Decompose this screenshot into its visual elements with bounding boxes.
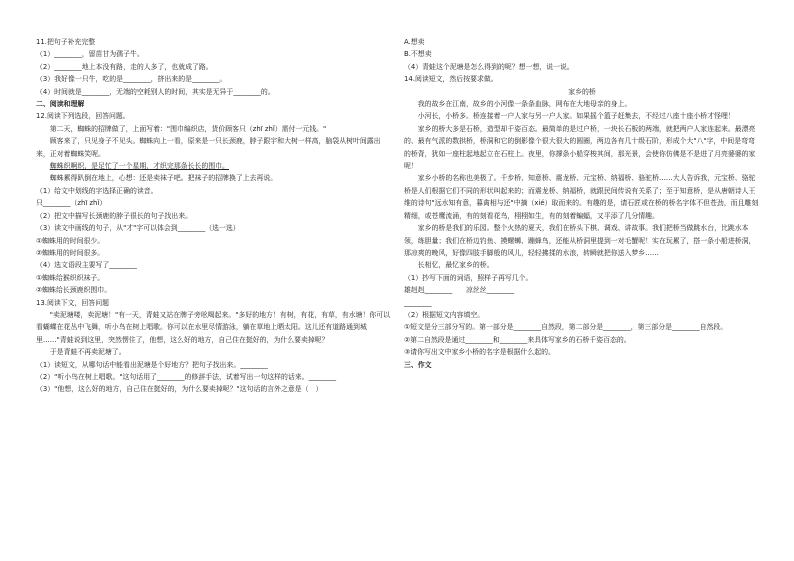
right-line: （1）抄写下面的词语，照样子再写几个。 — [404, 273, 533, 282]
left-line: 顾客来了，只见身子不见头。蜘蛛向上一看，原来是一只长颈鹿，脖子跟宇和大树一样高，脑袋从树叶间露出来，正对着蜘蛛笑呢。 — [36, 137, 381, 158]
left-line: （4）时间就是________，无端的空耗别人的时间，其实是无异于________的。 — [36, 87, 275, 96]
left-line: 13.阅读下文，回答问题 — [36, 298, 109, 307]
right-line: 长相忆，最忆家乡的桥。 — [417, 261, 494, 270]
left-line: （2）________地上本没有路，走的人多了，也就成了路。 — [36, 62, 213, 71]
right-line: （2）根据短文内容填空。 — [404, 310, 485, 319]
left-line: ①蜘蛛用的时间很少。 — [36, 236, 105, 245]
right-line: A.想卖 — [404, 38, 425, 46]
left-line: （3）读文中画线的句子，从"才"字可以体会到________（选一选） — [36, 224, 240, 233]
left-line: （2）把文中描写长颈鹿的脖子很长的句子找出来。 — [36, 211, 192, 220]
left-line: 蜘蛛累得趴倒在地上，心想：还是卖袜子吧。把袜子的招牌换了上去再说。 — [49, 174, 278, 183]
left-line: 蜘蛛织啊织，是足忙了一个星期，才织完那条长长的围巾。 — [49, 162, 229, 171]
right-line: ________ — [404, 298, 432, 307]
right-line: 小河长，小桥多。桥连接着一户人家与另一户人家。如果摇个篮子赶集去，不经过八座十座小桥才怪哩！ — [417, 112, 735, 121]
right-line: 14.阅读短文，然后按要求做。 — [404, 75, 498, 84]
left-line: 二、阅读和理解 — [36, 100, 85, 109]
left-line: 于是青蛙不再卖泥塘了。 — [49, 348, 126, 357]
right-line: ①短文是分三部分写的。第一部分是________自然段，第二部分是________，第三部分是________自然段。 — [404, 323, 728, 332]
left-line: 11.把句子补充完整 — [36, 38, 96, 46]
left-line: "卖泥塘喽，卖泥塘！"有一天，青蛙又站在牌子旁吆喝起来。"多好的地方！有树，有花，有草，有水塘！你可以看蝴蝶在花丛中飞舞，听小鸟在树上唱歌。你可以在水里尽情游泳，躺在草地上晒太阳。这儿还有道路通到城里……"青蛙说到这里，突然愣住了，他想，这么好的地方，自己住在挺好的，为什么要卖掉呢？ — [36, 310, 391, 344]
right-line: 雄赳赳________ 凉丝丝________ — [404, 286, 515, 295]
right-line: ②第二自然段是通过________和________来具体写家乡的石桥千姿百态的。 — [404, 335, 631, 344]
right-line: 家乡的桥是我们的乐园。整个火热的夏天，我们在桥头下棋、调戏、讲故事。我们把桥当做跳水台，比跳水本领，练胆量；我们在桥边钓鱼、摸螺蛳、蹦蜂鸟，还能从桥洞里提到一对毛蟹呢！实在玩累了，搭一条小船进桥洞，那凉爽的晚风，好像四肢手脚般的风儿，轻轻拂揉的水浪，转瞬就把你送入梦乡…… — [404, 224, 756, 257]
left-line: （4）选文语段主要写了________ — [36, 261, 137, 270]
left-line: （1）________，留苗甘为孺子牛。 — [36, 50, 144, 59]
left-line: （3）我好像一只牛，吃的是________，挤出来的是________。 — [36, 75, 227, 84]
left-line: 12.阅读下列选段，回答问题。 — [36, 112, 130, 121]
left-line: ②蜘蛛用的时间很多。 — [36, 248, 105, 257]
right-line: 我的故乡在江南，故乡的小河像一条条血脉，网布在大地母亲的身上。 — [417, 100, 632, 109]
left-line: 第二天，蜘蛛的招牌做了，上面写着："围巾编织店，货价顾客只（zhī zhǐ）需付一元钱。" — [49, 124, 327, 133]
left-line: ①蜘蛛给猴织织袜子。 — [36, 273, 105, 282]
right-column — [404, 36, 760, 371]
left-column — [36, 36, 394, 396]
right-line: 家乡小桥的名称也美极了。千步桥、知意桥、震龙桥、元宝桥、纳福桥、骆驼桥……大人告诉我，元宝桥、骆驼桥是人们根据它们不同的形状叫起来的；而震龙桥、纳福桥，就跟民间传说有关系了；至于知意桥，是从唐朝诗人王维的诗句"远水知有意，暮禽相与还"中摘（xié）取而来的。有趣的是，请石匠或在桥的桥名字体不但苍劲，而且雕刻精细，或苍鹰流涌，有的刻看花鸟，栩栩如生，有的刻着蝙蝠，又平添了几分情趣。 — [404, 174, 759, 220]
right-line: 家乡的桥大多是石桥，造型却千姿百态。最简单的是过户桥，一块长石板的两端，就把两户人家连起来。最漂亮的、最有气派的数拱桥，桥洞和它的倒影像个很大很大的圆圈，两边各有几十级石阶，形成个大"八"字，中间是弯弯的桥背，犹如一座柱起地起立在石柱上。夜里，你撑条小船穿梭其间，那光景，会使你仿佛是不是进了月亮婆婆的家呢！ — [404, 124, 756, 171]
left-line: （1）给文中划线的字选择正确的读音。 — [36, 186, 158, 195]
right-line: 三、作文 — [404, 360, 432, 369]
right-line: B.不想卖 — [404, 50, 432, 59]
left-line: （1）读短文，从哪句话中能看出泥塘是个好地方？把句子找出来。________ — [36, 360, 268, 369]
right-line: （4）青蛙这个泥塘是怎么得到的呢？想一想，说一说。 — [404, 62, 574, 71]
left-line: （3）"他想，这么好的地方，自己住在挺好的，为什么要卖掉呢？"这句话的言外之意是（ ） — [36, 385, 323, 394]
left-line: ②蜘蛛给长颈鹿织围巾。 — [36, 286, 112, 295]
left-line: 只________（zhī zhǐ） — [36, 199, 107, 208]
left-line: （2）"听小鸟在树上唱歌。"这句话用了________的修辞手法，试着写出一句这样的话来。________ — [36, 372, 337, 381]
right-line: 家乡的桥 — [568, 87, 596, 96]
right-line: ③请你写出文中家乡小桥的名字是根据什么起的。 — [404, 348, 555, 357]
